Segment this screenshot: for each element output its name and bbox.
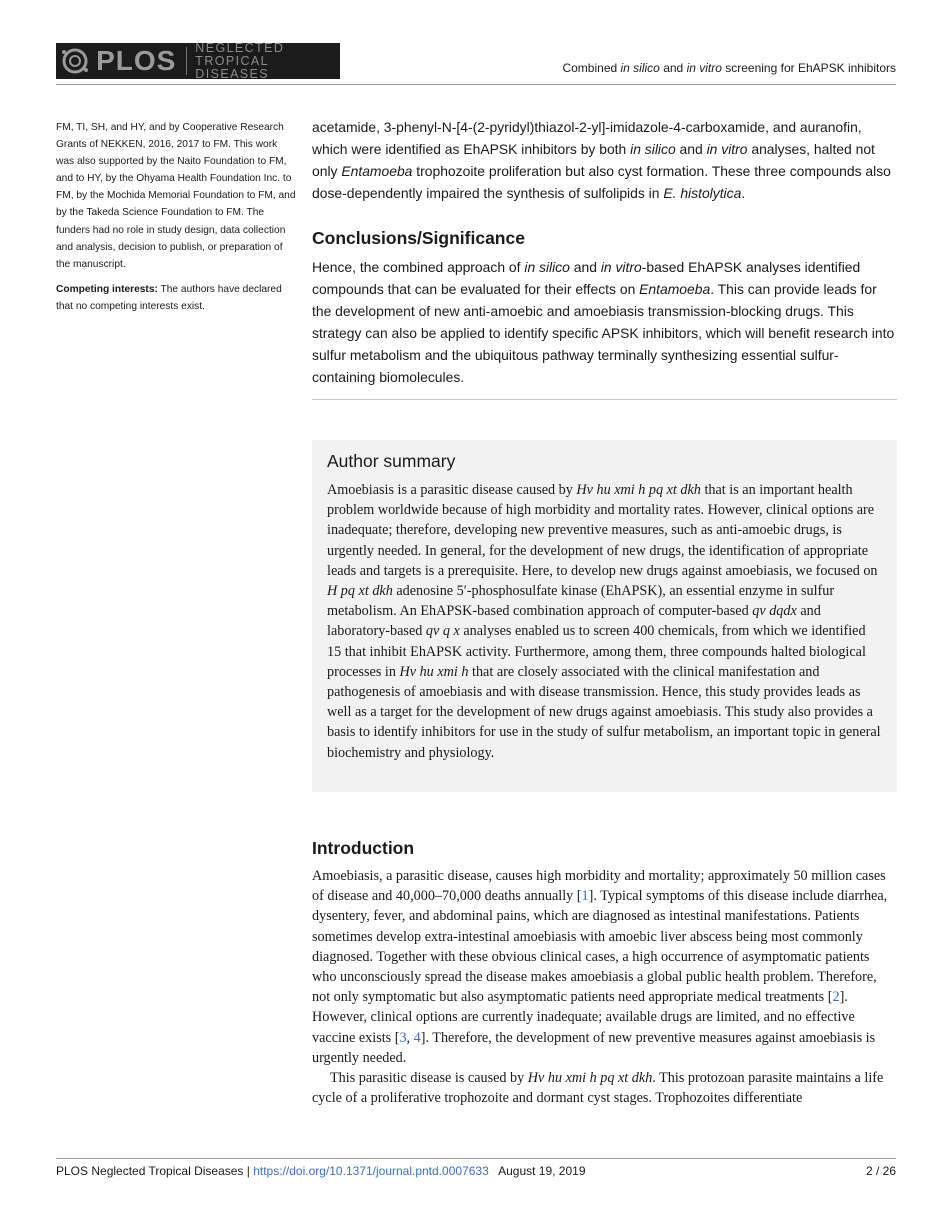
- summary-text: H pq xt dkh: [327, 583, 393, 600]
- abstract-results-continued: [312, 116, 897, 204]
- running-head-part: screening for EhAPSK inhibitors: [721, 61, 896, 75]
- citation-link[interactable]: 2: [832, 989, 840, 1006]
- abstract-text: -based EhAPSK analyses identified compounds that can be evaluated for their effects on: [312, 259, 861, 297]
- intro-paragraph: [312, 866, 897, 1068]
- citation-link[interactable]: 4: [413, 1029, 421, 1046]
- logo-journal-line2: TROPICAL DISEASES: [195, 53, 270, 81]
- conclusions-text: [312, 256, 897, 388]
- logo-journal-name: [195, 42, 340, 81]
- abstract-divider: [312, 399, 897, 400]
- footer-rule: [56, 1158, 896, 1159]
- competing-interests-label: Competing interests:: [56, 283, 158, 295]
- abstract-text: acetamide, 3-phenyl-N-[4-(2-pyridyl)thiazol-2-yl]-imidazole-4-carboxamide, and auranofin, which were identified as EhAPSK inhibitors by both: [312, 119, 862, 157]
- intro-text: ]. Therefore, the development of new preventive measures against amoebiasis is urgently needed.: [312, 1029, 876, 1066]
- running-head-part: Combined: [562, 61, 621, 75]
- summary-text: that is an important health problem worldwide because of high morbidity and mortality rates. However, clinical options are inadequate; therefore, developing new preventive measures, such as anti-amoebic drugs, is urgently needed. In general, for the development of new drugs, the identification of appropriate leads and targets is a prerequisite. Here, to develop new drugs against amoebiasis, we focused on: [327, 482, 878, 579]
- intro-text: ]. However, clinical options are currently inadequate; available drugs are limited, and no effective vaccine exists [: [312, 989, 855, 1046]
- summary-text: Amoebiasis is a parasitic disease caused by: [327, 482, 577, 498]
- intro-text: ]. Typical symptoms of this disease include diarrhea, dysentery, fever, and abdominal pains, which are diagnosed as intestinal manifestations. Patients sometimes develop extra-intestinal amoebiasis with amoebic liver abscess being most commonly diagnosed. Together with these obvious clinical cases, a high occurrence of asymptomatic patients who unconsciously spread the disease makes amoebiasis a global public health problem. Therefore, not only symptomatic but also asymptomatic patients need appropriate medical treatments [: [312, 888, 888, 1006]
- footer-journal: PLOS Neglected Tropical Diseases |: [56, 1164, 254, 1178]
- abstract-text: and: [569, 259, 601, 275]
- summary-text: qv q x: [425, 623, 460, 640]
- sidebar: [56, 119, 296, 323]
- abstract-text: Entamoeba: [341, 163, 413, 179]
- intro-text: This parasitic disease is caused by: [330, 1070, 528, 1087]
- running-head: [562, 61, 896, 75]
- logo-divider: [186, 47, 187, 75]
- abstract-text: analyses, halted not only: [312, 141, 875, 179]
- abstract-text: and: [675, 141, 707, 157]
- abstract-text: in vitro: [600, 259, 642, 275]
- main-column: [312, 116, 897, 1107]
- header-rule: [56, 84, 896, 85]
- citation-link[interactable]: 1: [581, 888, 589, 905]
- footer-date: August 19, 2019: [488, 1164, 586, 1178]
- abstract-text: in silico: [524, 259, 570, 275]
- doi-link[interactable]: https://doi.org/10.1371/journal.pntd.0007633: [253, 1164, 489, 1178]
- introduction-heading: Introduction: [312, 838, 415, 858]
- intro-text: Hv hu xmi h pq xt dkh: [527, 1070, 653, 1087]
- abstract-text: .: [741, 185, 746, 201]
- abstract-text: Entamoeba: [639, 281, 711, 297]
- summary-text: analyses enabled us to screen 400 chemicals, from which we identified 15 that inhibit EhAPSK activity. Furthermore, among them, three compounds halted biological processes in: [327, 623, 866, 680]
- footer: [56, 1164, 896, 1178]
- summary-text: Hv hu xmi h: [399, 663, 469, 680]
- author-summary-text: [327, 480, 883, 763]
- abstract-text: in vitro: [706, 141, 748, 157]
- summary-text: Hv hu xmi h pq xt dkh: [576, 482, 701, 498]
- summary-text: that are closely associated with the clinical manifestation and pathogenesis of amoebiasis and with disease transmission. Hence, this study provides leads as well as a target for the development of new drugs against amoebiasis. This study also provides a basis to identify inhibitors for use in the study of sulfur metabolism, an important topic in general biochemistry and physiology.: [327, 663, 881, 761]
- author-summary-title: Author summary: [327, 451, 456, 471]
- abstract-text: Hence, the combined approach of: [312, 259, 525, 275]
- running-head-part: and: [659, 61, 687, 75]
- conclusions-heading: Conclusions/Significance: [312, 228, 525, 248]
- intro-text: Amoebiasis, a parasitic disease, causes high morbidity and mortality; approximately 50 million cases of disease and 40,000–70,000 deaths annually [: [312, 868, 886, 905]
- competing-interests: [56, 281, 296, 315]
- intro-text: . This protozoan parasite maintains a life cycle of a proliferative trophozoite and dormant cyst stages. Trophozoites differentiate: [312, 1070, 884, 1107]
- author-summary-box: [312, 440, 897, 792]
- abstract-text: trophozoite proliferation but also cyst formation. These three compounds also dose-dependently impaired the synthesis of sulfolipids in: [312, 163, 891, 201]
- abstract-text: . This can provide leads for the development of new anti-amoebic and amoebiasis transmission-blocking drugs. This strategy can also be applied to identify specific APSK inhibitors, which will benefit research into sulfur metabolism and the ubiquitous pathway terminally synthesizing essential sulfur-containing biomolecules.: [312, 281, 895, 385]
- citation-link[interactable]: 3: [399, 1029, 407, 1046]
- funding-text: FM, TI, SH, and HY, and by Cooperative Research Grants of NEKKEN, 2016, 2017 to FM. This work was also supported by the Naito Foundation to FM, and to HY, by the Ohyama Health Foundation Inc. to FM, by the Mochida Memorial Foundation to FM, and by the Takeda Science Foundation to FM. The funders had no role in study design, data collection and analysis, decision to publish, or preparation of the manuscript.: [56, 122, 296, 270]
- intro-paragraph: [312, 1068, 897, 1108]
- plos-logo: [56, 40, 340, 81]
- summary-text: and laboratory-based: [327, 603, 821, 640]
- competing-interests-text: The authors have declared that no competing interests exist.: [56, 283, 282, 312]
- plos-logo-icon: [56, 43, 94, 79]
- intro-text: ,: [406, 1029, 414, 1046]
- running-head-part: in vitro: [686, 61, 722, 75]
- introduction-text: [312, 866, 897, 1108]
- abstract-text: in silico: [630, 141, 676, 157]
- summary-text: qv dqdx: [752, 603, 797, 620]
- abstract-text: E. histolytica: [663, 185, 742, 201]
- page-number: 2 / 26: [865, 1164, 896, 1178]
- summary-text: adenosine 5′-phosphosulfate kinase (EhAPSK), an essential enzyme in sulfur metabolism. An EhAPSK-based combination approach of computer-based: [327, 583, 835, 620]
- running-head-part: in silico: [620, 61, 660, 75]
- logo-wordmark: PLOS: [96, 45, 177, 76]
- logo-journal-line1: NEGLECTED: [195, 40, 285, 55]
